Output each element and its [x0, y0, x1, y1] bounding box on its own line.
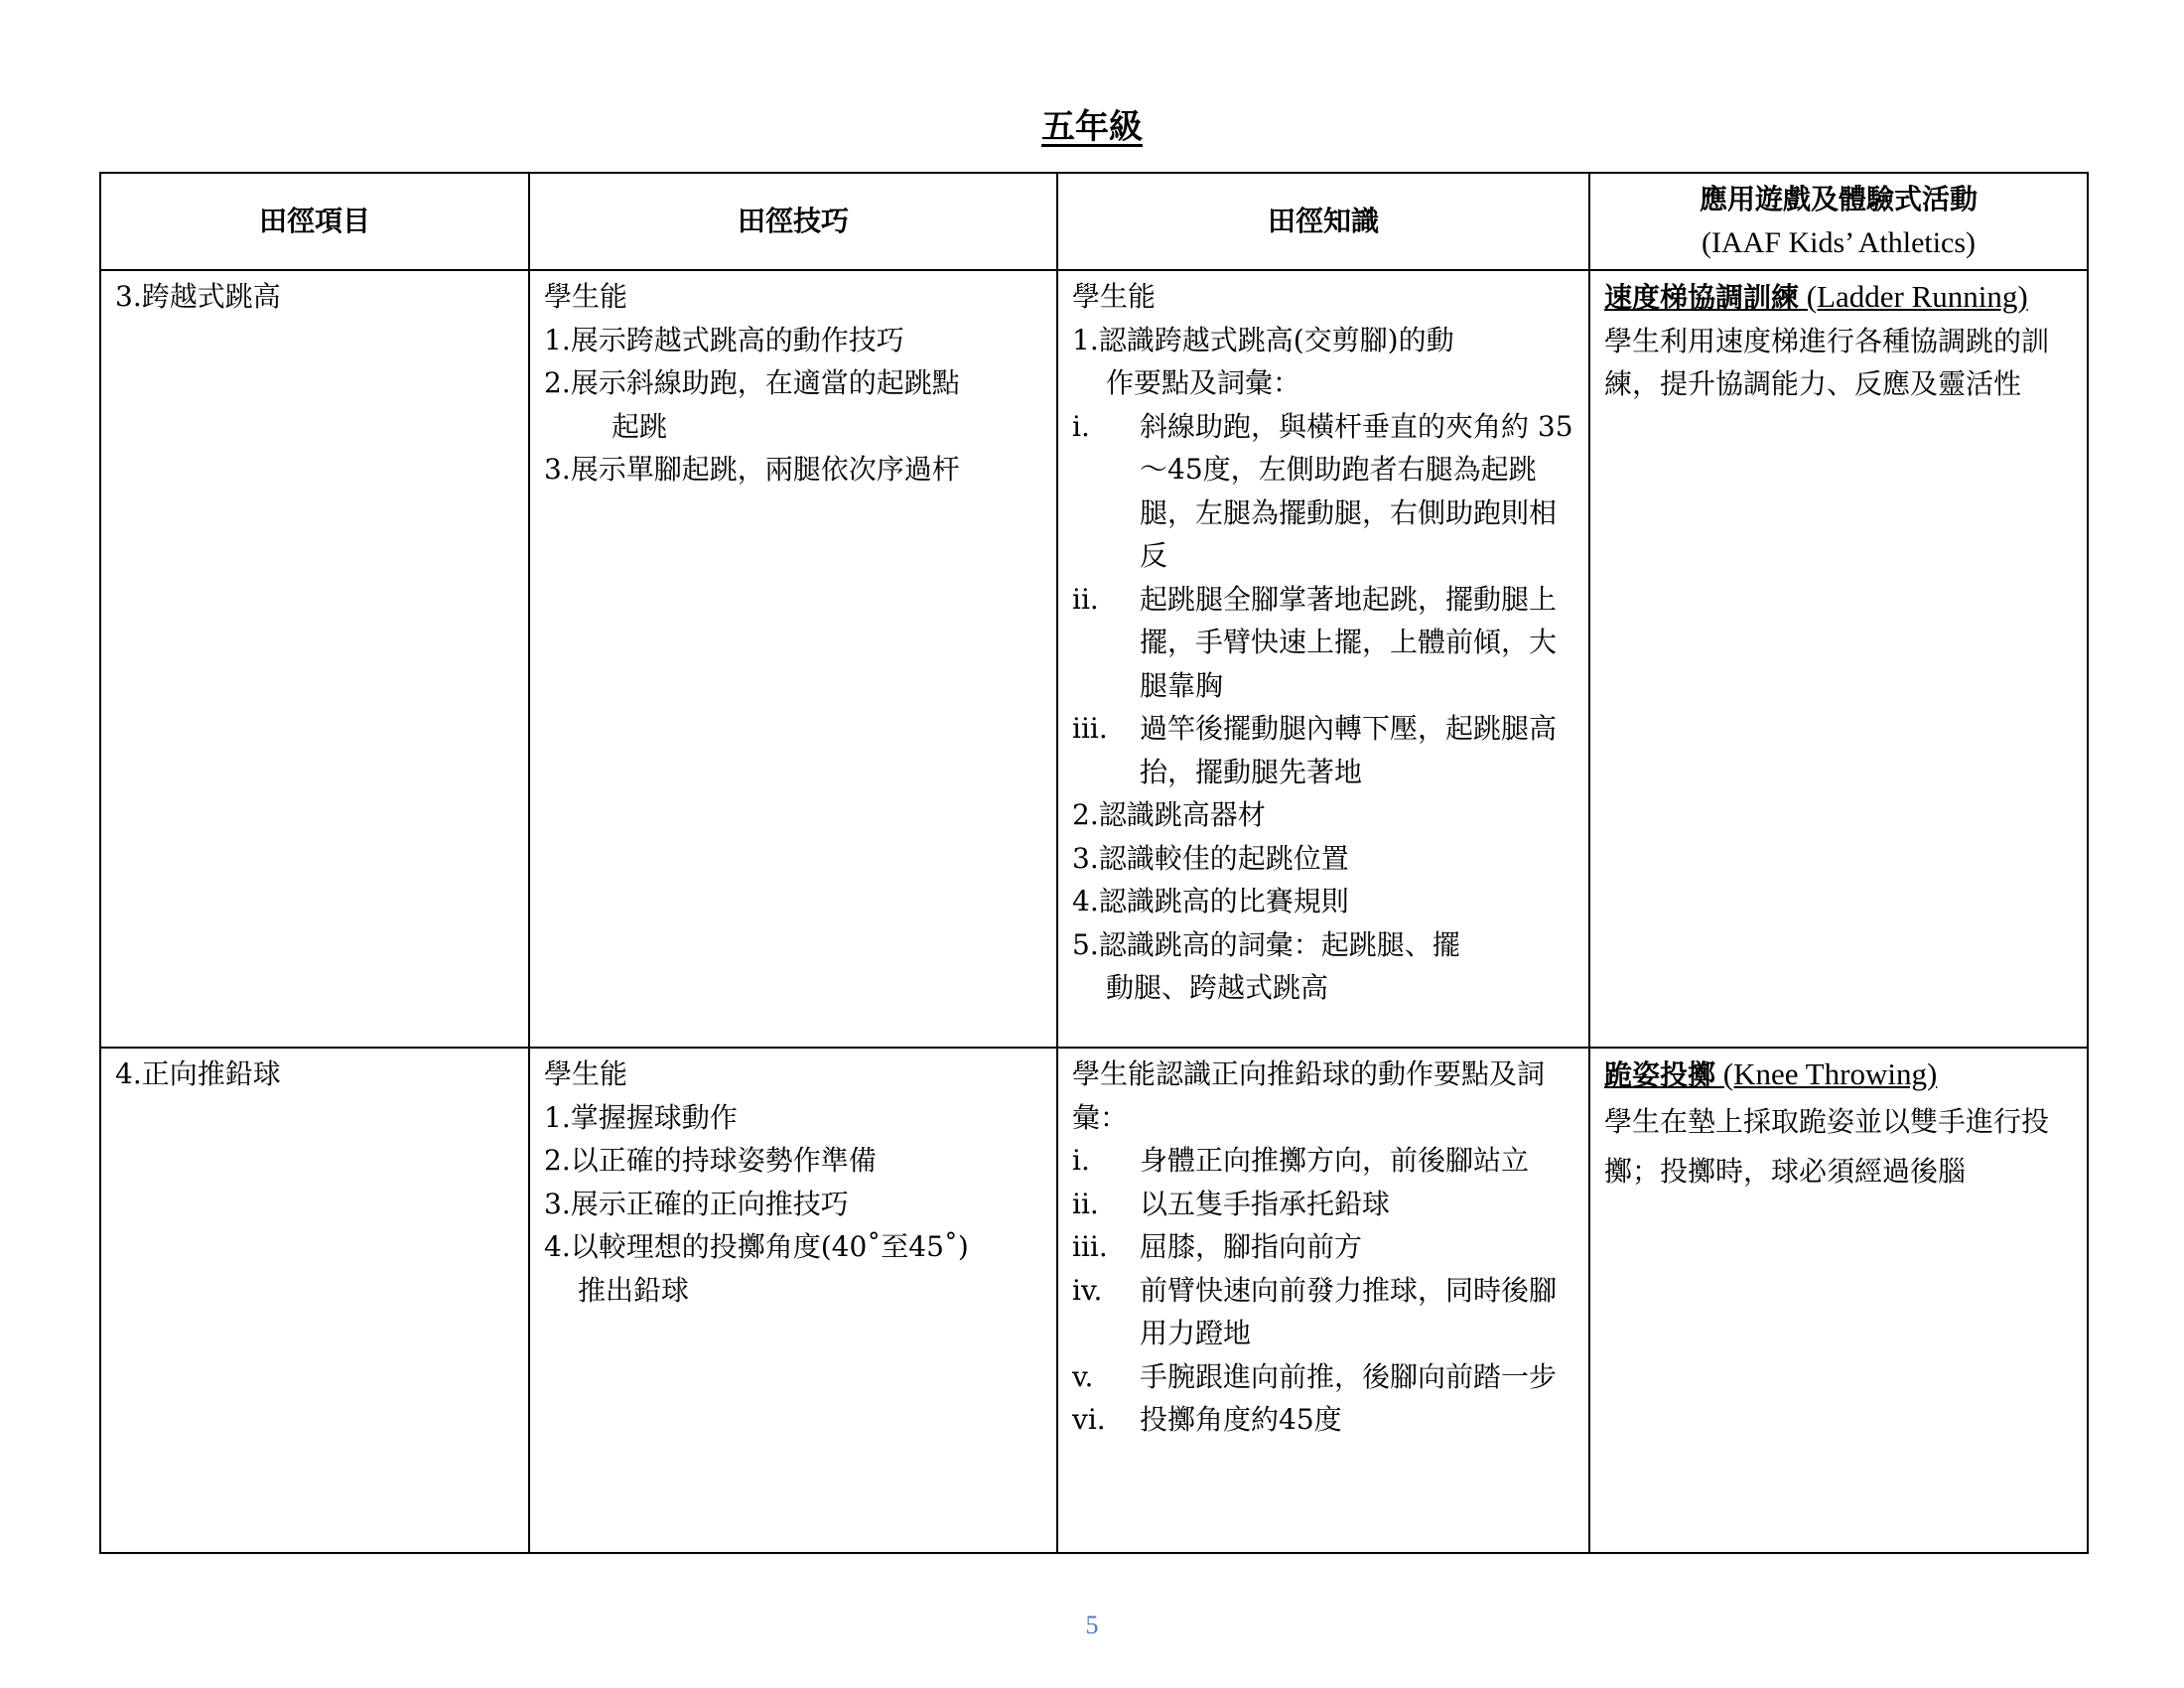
subitem-marker: iv. — [1072, 1273, 1103, 1307]
knowledge-cell — [1057, 270, 1589, 1048]
knowledge-item: 1.認識跨越式跳高(交剪腳)的動 — [1072, 323, 1454, 356]
subitem-marker: v. — [1072, 1359, 1094, 1393]
subitem-text: 過竿後擺動腿內轉下壓，起跳腿高抬，擺動腿先著地 — [1140, 712, 1558, 788]
activity-title — [1604, 275, 2073, 320]
curriculum-table — [99, 172, 2089, 1554]
knowledge-subitem — [1072, 707, 1574, 793]
subitem-marker: iii. — [1072, 1230, 1108, 1263]
skill-item: 3.展示單腳起跳，兩腿依次序過杆 — [544, 453, 960, 486]
knowledge-item: 4.認識跳高的比賽規則 — [1072, 885, 1349, 917]
item-name: 4.正向推鉛球 — [115, 1057, 281, 1090]
page-number: 5 — [1085, 1611, 1099, 1639]
activity-title-zh: 跪姿投擲 — [1604, 1058, 1716, 1091]
skill-item: 2.展示斜線助跑，在適當的起跳點 — [544, 366, 960, 399]
knowledge-intro: 學生能 — [1072, 280, 1157, 313]
skill-item: 1.掌握握球動作 — [544, 1100, 738, 1134]
knowledge-subitem — [1072, 1355, 1574, 1399]
item-cell — [100, 1048, 529, 1553]
activity-cell — [1589, 1048, 2088, 1553]
subitem-marker: ii. — [1072, 1187, 1099, 1220]
skill-item: 1.展示跨越式跳高的動作技巧 — [544, 323, 904, 356]
knowledge-subitem — [1072, 1398, 1574, 1442]
subitem-text: 以五隻手指承托鉛球 — [1140, 1187, 1391, 1220]
activity-description: 學生利用速度梯進行各種協調跳的訓練，提升協調能力、反應及靈活性 — [1604, 324, 2050, 400]
skill-item-continued: 起跳 — [612, 409, 668, 443]
knowledge-subitem — [1072, 1183, 1574, 1226]
knowledge-item-continued: 作要點及詞彙： — [1106, 366, 1301, 399]
header-activities-en: (IAAF Kids’ Athletics) — [1701, 226, 1977, 259]
header-athletics-skills: 田徑技巧 — [529, 173, 1057, 270]
skill-item: 2.以正確的持球姿勢作準備 — [544, 1144, 877, 1177]
page-title: 五年級 — [1041, 107, 1143, 147]
header-athletics-knowledge: 田徑知識 — [1057, 173, 1589, 270]
activity-cell — [1589, 270, 2088, 1048]
skill-item: 3.展示正確的正向推技巧 — [544, 1187, 849, 1220]
subitem-text: 起跳腿全腳掌著地起跳，擺動腿上擺，手臂快速上擺，上體前傾，大腿靠胸 — [1140, 582, 1558, 702]
knowledge-subitem — [1072, 1269, 1574, 1355]
knowledge-item-continued: 動腿、跨越式跳高 — [1106, 971, 1329, 1004]
knowledge-item: 5.認識跳高的詞彙：起跳腿、擺 — [1072, 927, 1460, 961]
subitem-text: 前臂快速向前發力推球，同時後腳用力蹬地 — [1140, 1273, 1558, 1349]
knowledge-subitem — [1072, 578, 1574, 708]
activity-title-zh: 速度梯協調訓練 — [1604, 281, 1800, 314]
subitem-text: 屈膝，腳指向前方 — [1140, 1230, 1363, 1263]
knowledge-item: 3.認識較佳的起跳位置 — [1072, 841, 1349, 875]
header-athletics-item: 田徑項目 — [100, 173, 529, 270]
subitem-text: 斜線助跑，與橫杆垂直的夾角約 35～45度，左側助跑者右腿為起跳腿，左腿為擺動腿，右側助跑則相反 — [1140, 409, 1573, 572]
subitem-marker: i. — [1072, 1144, 1090, 1177]
skills-intro: 學生能 — [544, 280, 628, 313]
knowledge-item: 2.認識跳高器材 — [1072, 798, 1266, 831]
skill-item: 4.以較理想的投擲角度(40˚至45˚) — [544, 1230, 969, 1263]
knowledge-subitem — [1072, 1225, 1574, 1269]
header-activities-zh: 應用遊戲及體驗式活動 — [1699, 183, 1978, 215]
activity-title-en: (Ladder Running) — [1799, 279, 2028, 314]
skills-cell — [529, 1048, 1057, 1553]
knowledge-cell — [1057, 1048, 1589, 1553]
subitem-text: 投擲角度約45度 — [1140, 1403, 1342, 1436]
activity-title — [1604, 1053, 2073, 1097]
knowledge-intro: 學生能認識正向推鉛球的動作要點及詞彙： — [1072, 1057, 1546, 1134]
knowledge-subitem — [1072, 405, 1574, 578]
subitem-marker: vi. — [1072, 1403, 1106, 1436]
subitem-marker: iii. — [1072, 712, 1108, 745]
item-name: 3.跨越式跳高 — [115, 280, 281, 313]
subitem-text: 身體正向推擲方向，前後腳站立 — [1140, 1144, 1530, 1177]
subitem-marker: ii. — [1072, 582, 1099, 616]
skills-cell — [529, 270, 1057, 1048]
skills-intro: 學生能 — [544, 1057, 628, 1090]
knowledge-subitem — [1072, 1139, 1574, 1183]
table-row — [100, 270, 2088, 1048]
table-row — [100, 1048, 2088, 1553]
header-applied-activities — [1589, 173, 2088, 270]
item-cell — [100, 270, 529, 1048]
skill-item-continued: 推出鉛球 — [578, 1273, 690, 1307]
subitem-text: 手腕跟進向前推，後腳向前踏一步 — [1140, 1359, 1558, 1393]
subitem-marker: i. — [1072, 409, 1090, 443]
activity-description: 學生在墊上採取跪姿並以雙手進行投擲；投擲時，球必須經過後腦 — [1604, 1104, 2050, 1188]
header-row — [100, 173, 2088, 270]
activity-title-en: (Knee Throwing) — [1715, 1056, 1938, 1091]
